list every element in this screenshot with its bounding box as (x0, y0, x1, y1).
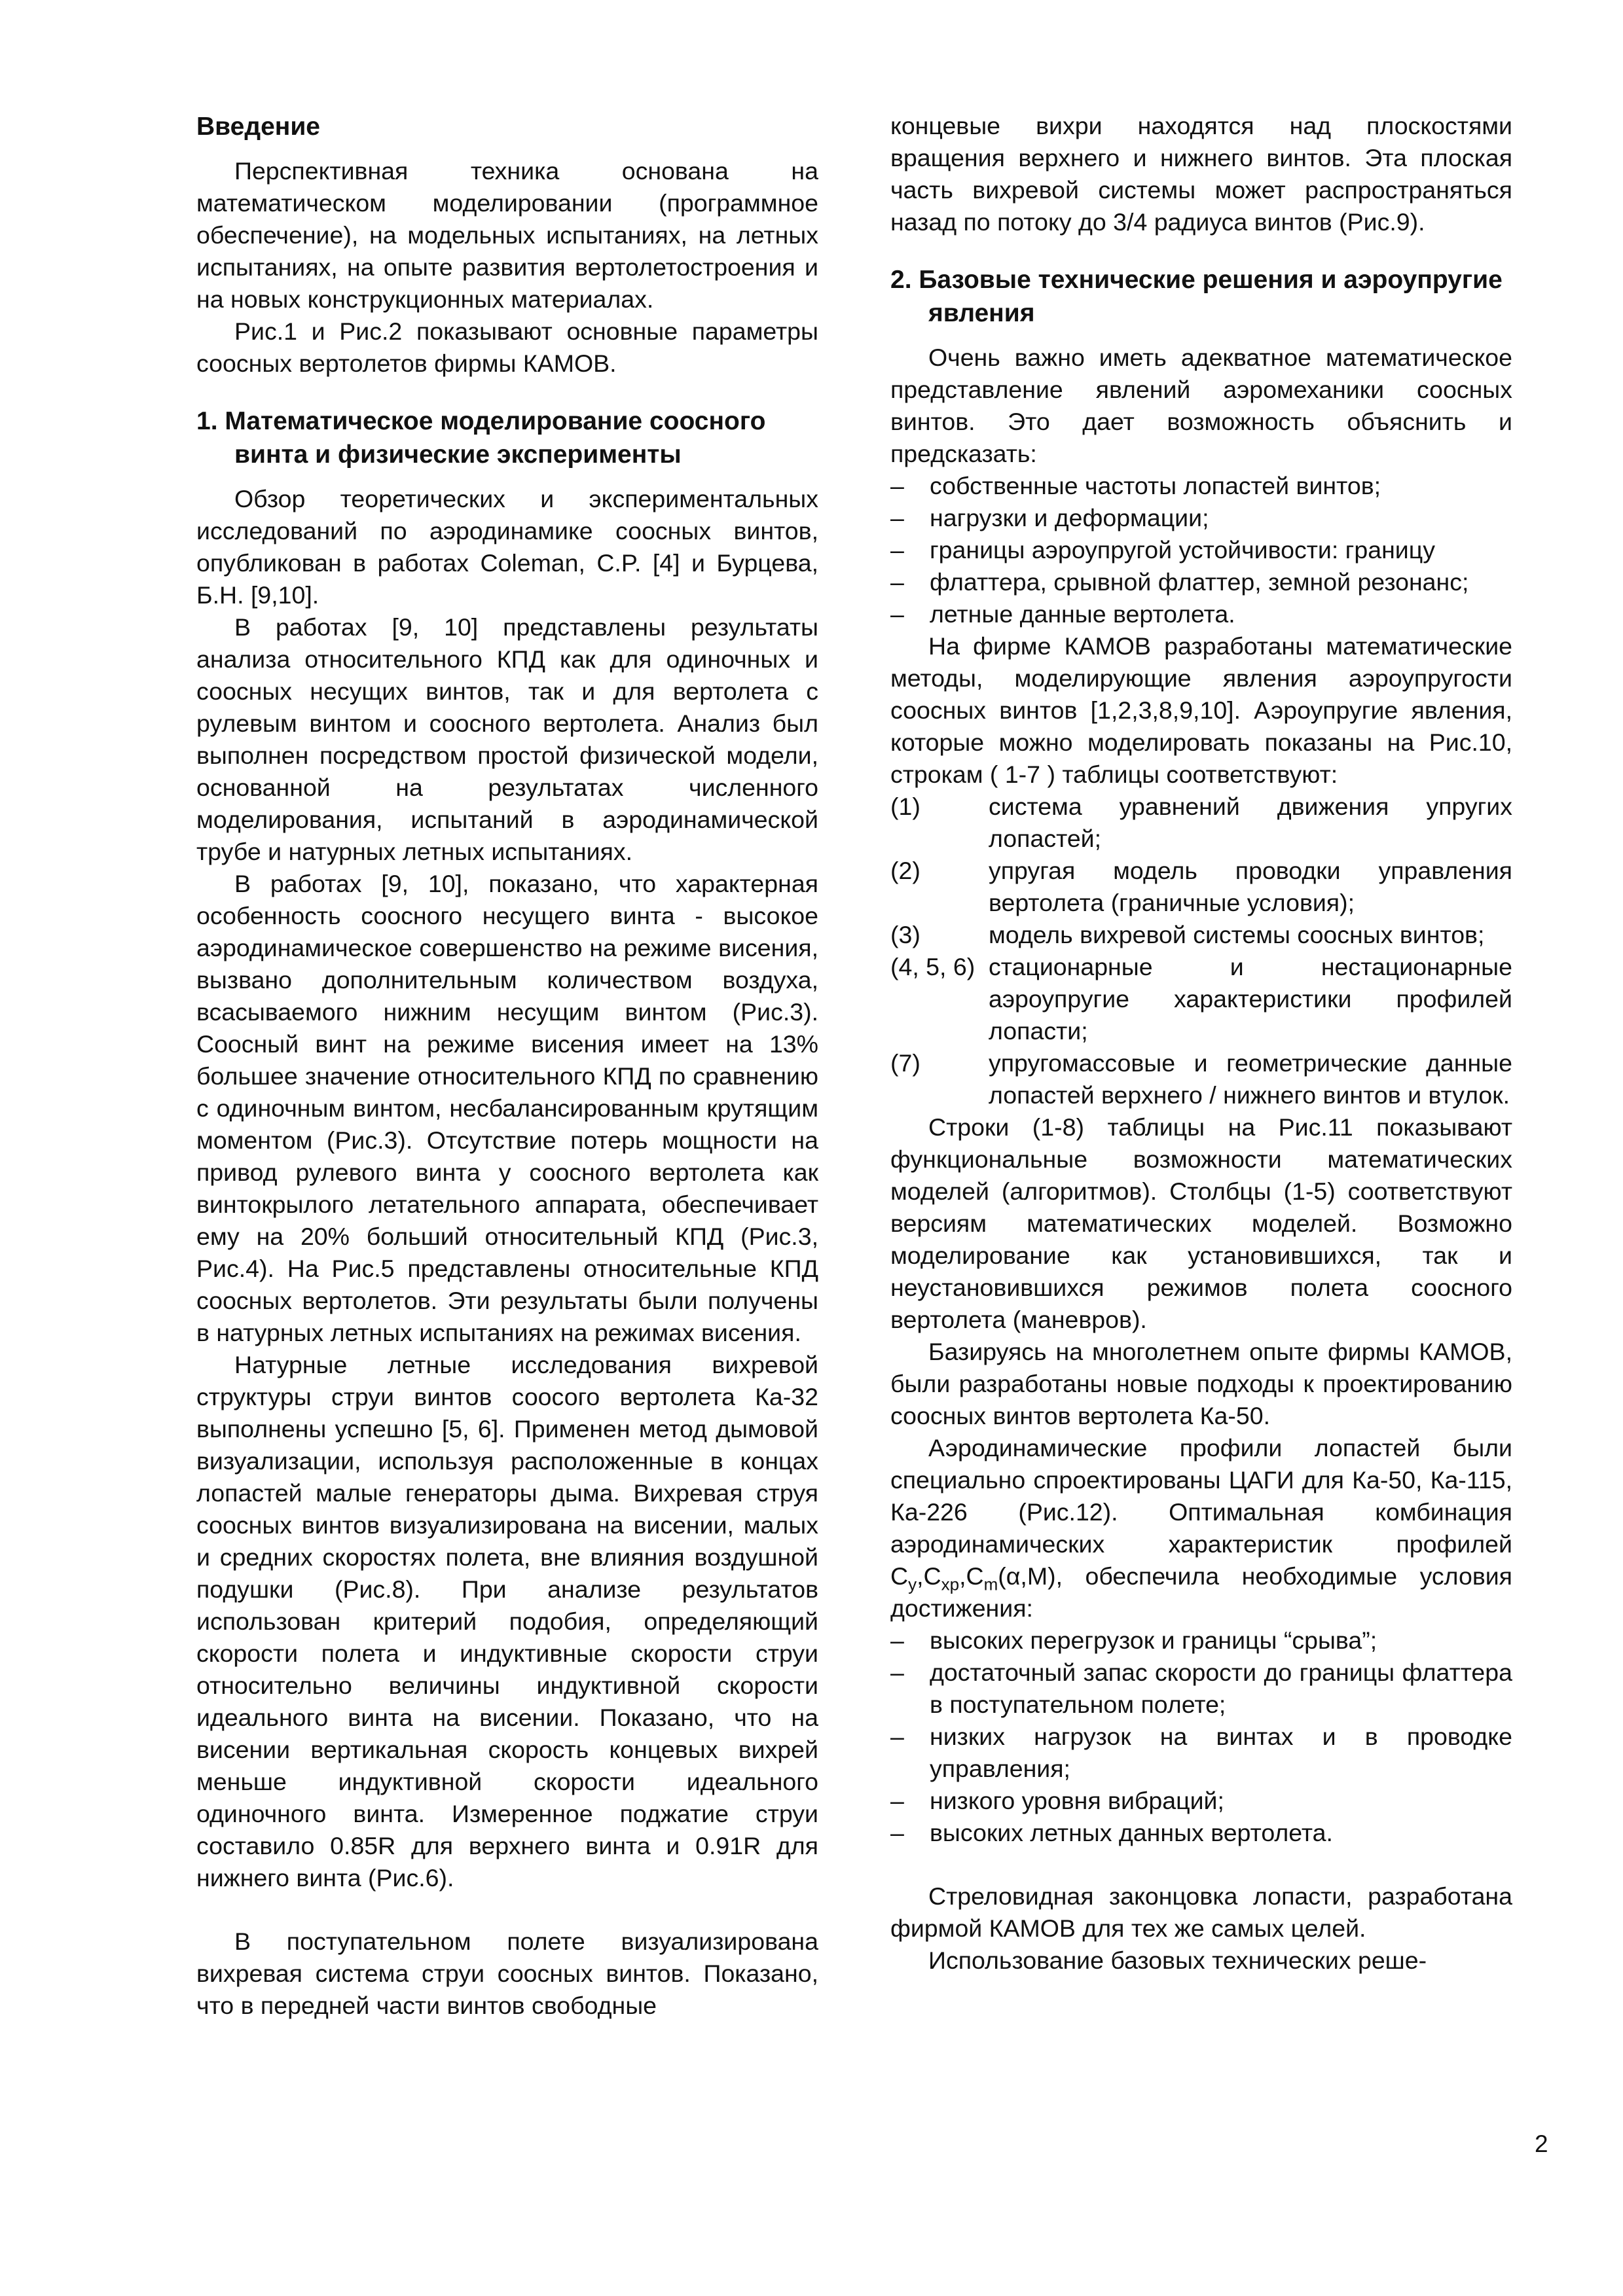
numbered-item (890, 1047, 1512, 1111)
numbered-item-text: модель вихревой системы соосных винтов; (989, 921, 1485, 948)
section-1-paragraph-4: Натурные летные исследования вихревой структуры струи винтов соосого вертолета Ка-32 выполнены успешно [5, 6]. Применен метод дымовой визуализации, используя расположенные в концах лопастей малые генераторы дыма. Вихревая струя соосных винтов визуализирована на висении, малых и средних скоростях полета, вне влияния воздушной подушки (Рис.8). При анализе результатов использован критерий подобия, определяющий скорости полета и индуктивные скорости струи относительно величины индуктивной скорости идеального винта на висении. Показано, что на висении вертикальная скорость концевых вихрей меньше индуктивной скорости идеального одиночного винта. Измеренное поджатие струи составило 0.85R для верхнего винта и 0.91R для нижнего винта (Рис.6). (196, 1351, 818, 1892)
numbered-item (890, 951, 1512, 1047)
left-column (196, 110, 818, 2022)
numbered-item-label: (2) (890, 857, 921, 884)
separator: , (959, 1562, 966, 1590)
list-item: – низкого уровня вибраций; (890, 1785, 1512, 1817)
subscript: m (983, 1574, 998, 1594)
list-item: – высоких летных данных вертолета. (890, 1817, 1512, 1849)
paragraph-text: , обеспечила необходимые условия достижения: (890, 1562, 1512, 1622)
section-2-heading: 2. Базовые технические решения и аэроупругие явления (890, 266, 1503, 327)
list-item: – нагрузки и деформации; (890, 502, 1512, 534)
section-1-heading: 1. Математическое моделирование соосного винта и физические эксперименты (196, 407, 766, 469)
numbered-item-text: стационарные и нестационарные аэроупругие характеристики профилей лопасти; (989, 953, 1512, 1045)
intro-paragraph-1: Перспективная техника основана на математическом моделировании (программное обеспечение), на модельных испытаниях, на летных испытаниях, на опыте развития вертолетостроения и на новых конструкционных материалах. (196, 157, 818, 313)
section-1-paragraph-2: В работах [9, 10] представлены результаты анализа относительного КПД как для одиночных и соосных несущих винтов, так и для вертолета с рулевым винтом и соосного вертолета. Анализ был выполнен посредством простой физической модели, основанной на результатах численного моделирования, испытаний в аэродинамической трубе и натурных летных испытаниях. (196, 613, 818, 865)
list-item: – собственные частоты лопастей винтов; (890, 470, 1512, 502)
numbered-item-label: (7) (890, 1049, 921, 1077)
subscript: xp (941, 1574, 960, 1594)
list-item: – летные данные вертолета. (890, 598, 1512, 630)
numbered-item-label: (4, 5, 6) (890, 953, 976, 980)
list-item: – достаточный запас скорости до границы флаттера в поступательном полете; (890, 1657, 1512, 1721)
symbol-c: C (890, 1562, 909, 1590)
numbered-item-text: упругая модель проводки управления вертолета (граничные условия); (989, 857, 1512, 916)
intro-paragraph-2: Рис.1 и Рис.2 показывают основные параметры соосных вертолетов фирмы КАМОВ. (196, 317, 818, 377)
numbered-item (890, 919, 1512, 951)
numbered-item-text: упругомассовые и геометрические данные лопастей верхнего / нижнего винтов и втулок. (989, 1049, 1512, 1109)
section-2-paragraph-5 (890, 1432, 1512, 1624)
list-item: – высоких перегрузок и границы “срыва”; (890, 1624, 1512, 1657)
symbol-c: C (966, 1562, 984, 1590)
numbered-item-label: (1) (890, 793, 921, 820)
symbol-c: C (923, 1562, 941, 1590)
conditions-list (890, 1624, 1512, 1849)
continued-paragraph: концевые вихри находятся над плоскостями вращения верхнего и нижнего винтов. Эта плоская часть вихревой системы может распространяться назад по потоку до 3/4 радиуса винтов (Рис.9). (890, 112, 1512, 236)
section-2-paragraph-3: Строки (1-8) таблицы на Рис.11 показывают функциональные возможности математических моделей (алгоритмов). Столбцы (1-5) соответствуют версиям математических моделей. Возможно моделирование как установившихся, так и неустановившихся режимов полета соосного вертолета (маневров). (890, 1113, 1512, 1333)
right-column (890, 110, 1512, 1977)
section-2-paragraph-6: Стреловидная законцовка лопасти, разработана фирмой КАМОВ для тех же самых целей. (890, 1882, 1512, 1942)
section-2-paragraph-2: На фирме КАМОВ разработаны математические методы, моделирующие явления аэроупругости соосных винтов [1,2,3,8,9,10]. Аэроупругие явления, которые можно моделировать показаны на Рис.10, строкам ( 1-7 ) таблицы соответствуют: (890, 632, 1512, 788)
list-item: – флаттера, срывной флаттер, земной резонанс; (890, 566, 1512, 598)
section-1-paragraph-1: Обзор теоретических и экспериментальных исследований по аэродинамике соосных винтов, опубликован в работах Coleman, C.P. [4] и Бурцева, Б.Н. [9,10]. (196, 485, 818, 609)
section-2-paragraph-4: Базируясь на многолетнем опыте фирмы КАМОВ, были разработаны новые подходы к проектированию соосных винтов вертолета Ка-50. (890, 1338, 1512, 1429)
numbered-item-label: (3) (890, 921, 921, 948)
numbered-item (890, 791, 1512, 855)
section-1-paragraph-5: В поступательном полете визуализирована вихревая система струи соосных винтов. Показано, что в передней части винтов свободные (196, 1928, 818, 2019)
separator: , (917, 1562, 924, 1590)
numbered-list (890, 791, 1512, 1111)
numbered-item-text: система уравнений движения упругих лопастей; (989, 793, 1512, 852)
numbered-item (890, 855, 1512, 919)
intro-heading: Введение (196, 113, 320, 141)
subscript: y (908, 1574, 917, 1594)
section-1-paragraph-3: В работах [9, 10], показано, что характерная особенность соосного несущего винта - высокое аэродинамическое совершенство на режиме висения, вызвано дополнительным количеством воздуха, всасываемого нижним несущим винтом (Рис.3). Соосный винт на режиме висения имеет на 13% большее значение относительного КПД по сравнению с одиночным винтом, несбалансированным крутящим моментом (Рис.3). Отсутствие потерь мощности на привод рулевого винта у соосного вертолета как винтокрылого летательного аппарата, обеспечивает ему на 20% больший относительный КПД (Рис.3, Рис.4). На Рис.5 представлены относительные КПД соосных вертолетов. Эти результаты были получены в натурных летных испытаниях на режимах висения. (196, 870, 818, 1346)
paragraph-text: Аэродинамические профили лопастей были специально спроектированы ЦАГИ для Ка-50, Ка-115, Ка-226 (Рис.12). Оптимальная комбинация аэродинамических характеристик профилей (890, 1434, 1512, 1558)
section-2-paragraph-1: Очень важно иметь адекватное математическое представление явлений аэромеханики соосных винтов. Это дает возможность объяснить и предсказать: (890, 344, 1512, 467)
list-item: – низких нагрузок на винтах и в проводке управления; (890, 1721, 1512, 1785)
formula-args: (α,M) (998, 1562, 1056, 1590)
predictions-list (890, 470, 1512, 630)
section-2-paragraph-7: Использование базовых технических реше- (928, 1946, 1427, 1974)
list-item: – границы аэроупругой устойчивости: границу (890, 534, 1512, 566)
page-number: 2 (1535, 2130, 1548, 2157)
